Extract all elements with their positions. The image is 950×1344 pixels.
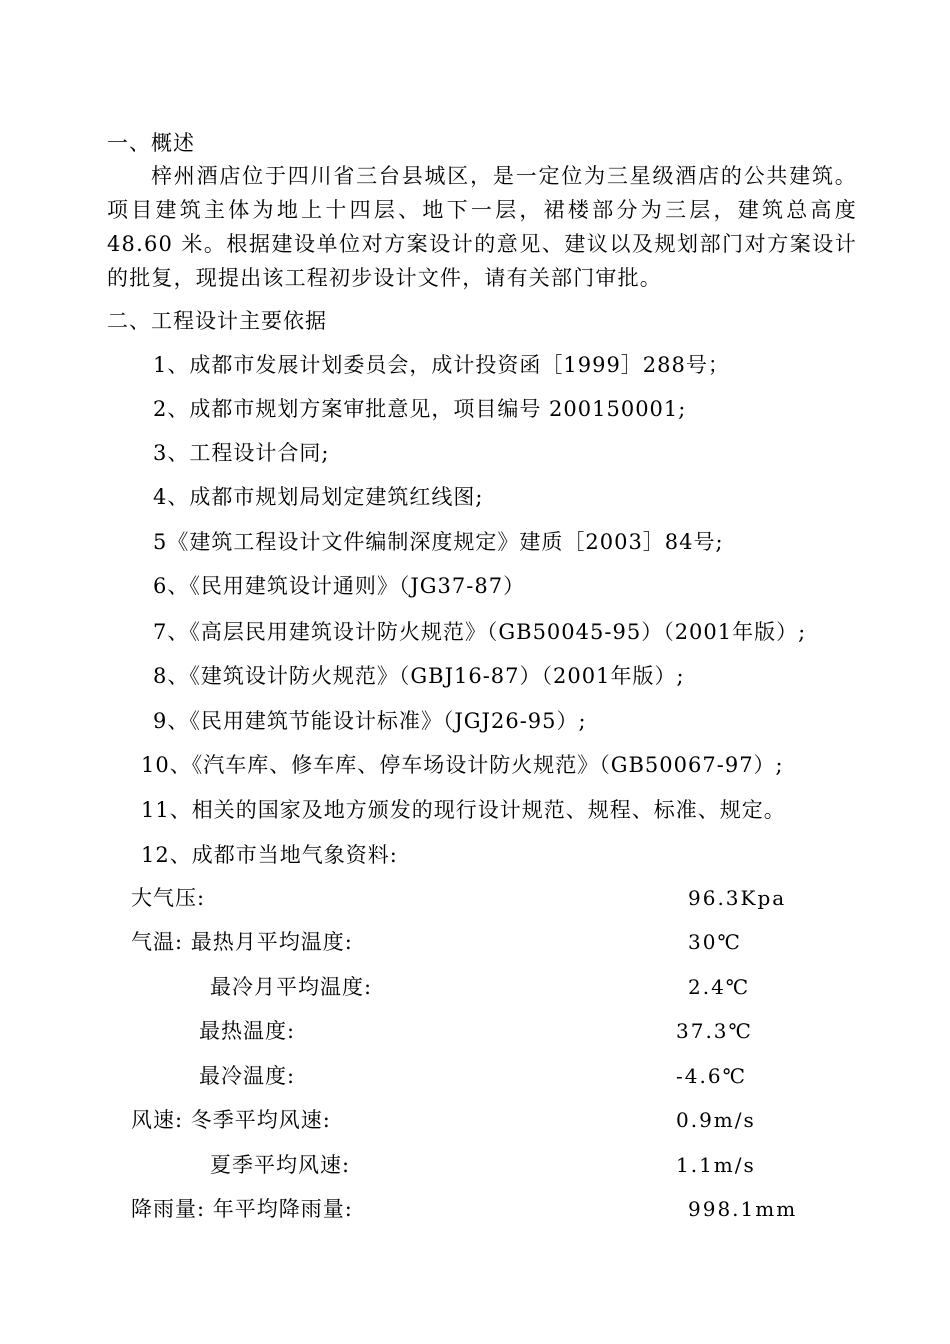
weather-value-rainfall: 998.1mm <box>688 1197 798 1221</box>
basis-item-3: 3、工程设计合同; <box>153 441 330 465</box>
section-1-body: 梓州酒店位于四川省三台县城区，是一定位为三星级酒店的公共建筑。项目建筑主体为地上十四层、地下一层，裙楼部分为三层，建筑总高度 48.60 米。根据建设单位对方案设计的意见、建议以及规划部门对方案设计的批复，现提出该工程初步设计文件，请有关部门审批。 <box>107 164 857 290</box>
weather-label-winter-wind: 风速: 冬季平均风速: <box>131 1108 331 1132</box>
weather-label-summer-wind: 夏季平均风速: <box>210 1153 351 1177</box>
weather-label-coldest-month: 最冷月平均温度: <box>210 975 373 999</box>
weather-value-winter-wind: 0.9m/s <box>676 1108 756 1132</box>
basis-item-10: 10、《汽车库、修车库、停车场设计防火规范》（GB50067-97）; <box>141 753 784 777</box>
basis-item-8: 8、《建筑设计防火规范》（GBJ16-87）（2001年版）; <box>153 664 685 688</box>
section-2-heading: 二、工程设计主要依据 <box>107 309 327 333</box>
basis-item-6: 6、《民用建筑设计通则》（JG37-87） <box>153 574 526 598</box>
weather-value-coldest-month: 2.4℃ <box>688 975 751 999</box>
section-1-heading: 一、概述 <box>107 131 195 155</box>
weather-value-pressure: 96.3Kpa <box>688 886 787 910</box>
weather-label-hottest-month: 气温: 最热月平均温度: <box>131 930 353 954</box>
weather-value-min-temp: -4.6℃ <box>676 1064 747 1088</box>
basis-item-4: 4、成都市规划局划定建筑红线图; <box>153 485 484 509</box>
basis-item-1: 1、成都市发展计划委员会，成计投资函［1999］288号； <box>153 353 730 377</box>
weather-value-hottest-month: 30℃ <box>688 930 742 954</box>
weather-value-max-temp: 37.3℃ <box>676 1019 753 1043</box>
basis-item-5: 5《建筑工程设计文件编制深度规定》建质［2003］84号; <box>153 530 724 554</box>
basis-item-2: 2、成都市规划方案审批意见，项目编号 200150001; <box>153 397 687 421</box>
weather-label-max-temp: 最热温度: <box>199 1019 296 1043</box>
weather-label-min-temp: 最冷温度: <box>199 1064 296 1088</box>
basis-item-9: 9、《民用建筑节能设计标准》（JGJ26-95）; <box>153 709 587 733</box>
weather-label-pressure: 大气压: <box>131 886 206 910</box>
weather-label-rainfall: 降雨量: 年平均降雨量: <box>131 1197 353 1221</box>
weather-value-summer-wind: 1.1m/s <box>676 1153 756 1177</box>
basis-item-12: 12、成都市当地气象资料: <box>141 843 398 867</box>
basis-item-7: 7、《高层民用建筑设计防火规范》（GB50045-95）（2001年版）; <box>153 620 807 644</box>
basis-item-11: 11、相关的国家及地方颁发的现行设计规范、规程、标准、规定。 <box>141 798 786 822</box>
